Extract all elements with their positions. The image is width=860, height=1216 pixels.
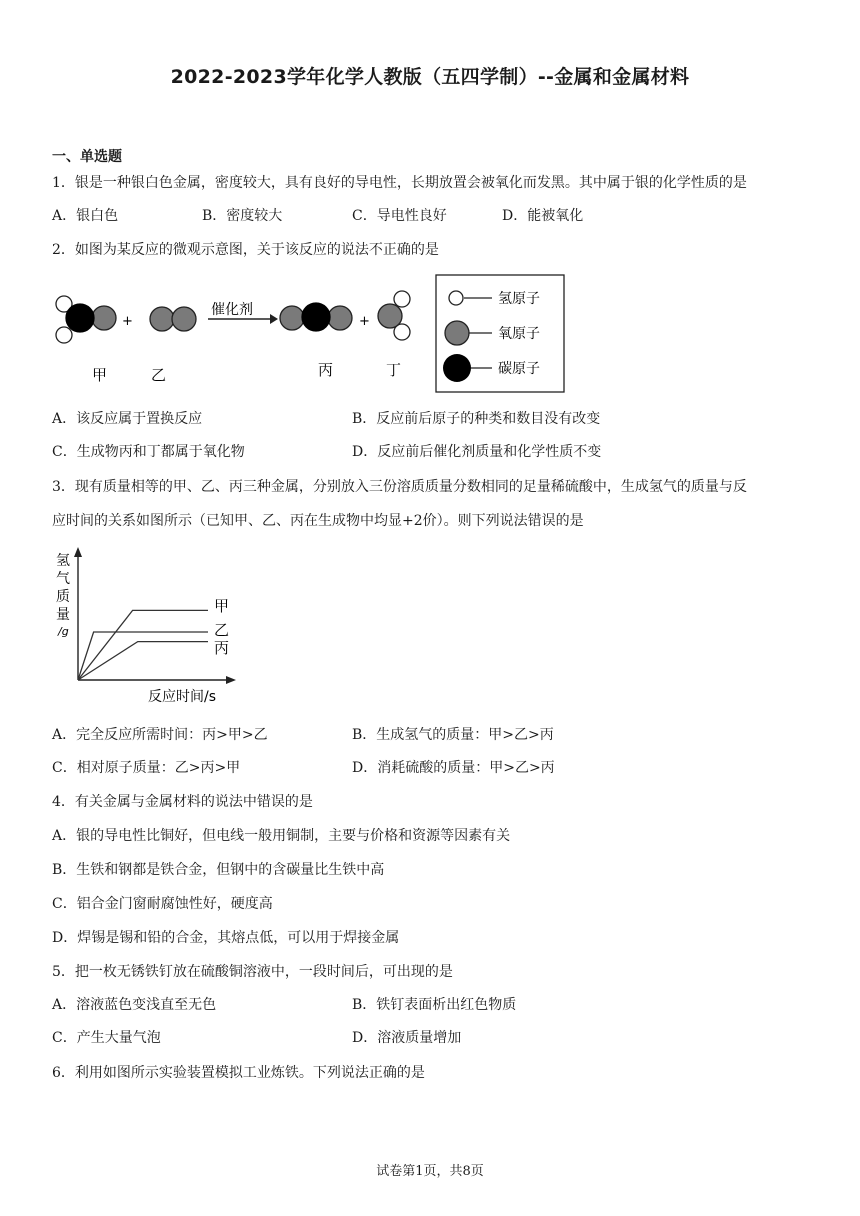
q4-option-c: C．铝合金门窗耐腐蚀性好，硬度高: [52, 896, 273, 912]
y-axis-label-char: 氢: [56, 553, 70, 569]
x-axis-label: 反应时间/s: [148, 689, 217, 705]
atom-legend: [436, 275, 564, 392]
q1-option-c: C．导电性良好: [352, 208, 447, 224]
molecule-bing: [280, 303, 352, 331]
legend-carbon: 碳原子: [498, 361, 540, 377]
legend-hydrogen-swatch: [449, 291, 463, 305]
y-axis-label-char: 量: [56, 607, 70, 623]
q5-option-b: B．铁钉表面析出红色物质: [352, 997, 517, 1013]
q5-option-a: A．溶液蓝色变浅直至无色: [52, 997, 217, 1013]
reaction-diagram: [48, 272, 568, 396]
q1-stem: 1．银是一种银白色金属，密度较大，具有良好的导电性，长期放置会被氧化而发黑。其中属于银的化学性质的是: [52, 175, 747, 191]
q3-option-d: D．消耗硫酸的质量：甲>乙>丙: [352, 760, 555, 776]
q3-stem-line1: 3．现有质量相等的甲、乙、丙三种金属，分别放入三份溶质质量分数相同的足量稀硫酸中，生成氢气的质量与反: [52, 479, 747, 495]
q1-option-d: D．能被氧化: [502, 208, 584, 224]
plus-sign-2: +: [359, 314, 370, 329]
q2-option-a: A．该反应属于置换反应: [52, 411, 203, 427]
molecule-jia: [56, 296, 116, 343]
catalyst-label: 催化剂: [211, 302, 253, 318]
q6-stem: 6．利用如图所示实验装置模拟工业炼铁。下列说法正确的是: [52, 1065, 425, 1081]
x-axis-arrow: [226, 676, 236, 684]
hydrogen-mass-chart: [48, 545, 248, 710]
q4-option-d: D．焊锡是锡和铅的合金，其熔点低，可以用于焊接金属: [52, 930, 400, 946]
legend-oxygen: 氧原子: [498, 326, 540, 342]
y-axis-arrow: [74, 547, 82, 557]
plus-sign-1: +: [122, 314, 133, 329]
molecule-yi: [150, 307, 196, 331]
y-axis-label-char: /g: [58, 625, 69, 638]
q5-option-d: D．溶液质量增加: [352, 1030, 462, 1046]
reaction-arrow-head: [270, 314, 278, 324]
page-title: 2022-2023学年化学人教版（五四学制）--金属和金属材料: [170, 66, 690, 88]
q3-stem-line2: 应时间的关系如图所示（已知甲、乙、丙在生成物中均显+2价）。则下列说法错误的是: [52, 513, 584, 529]
q4-option-a: A．银的导电性比铜好，但电线一般用铜制，主要与价格和资源等因素有关: [52, 828, 511, 844]
q2-option-d: D．反应前后催化剂质量和化学性质不变: [352, 444, 602, 460]
label-yi: 乙: [151, 366, 167, 384]
series-line-1: [78, 610, 208, 680]
q1-option-b: B．密度较大: [202, 208, 283, 224]
q2-option-c: C．生成物丙和丁都属于氧化物: [52, 444, 245, 460]
q2-stem: 2．如图为某反应的微观示意图，关于该反应的说法不正确的是: [52, 242, 439, 258]
section-heading: 一、单选题: [52, 149, 122, 165]
q4-option-b: B．生铁和钢都是铁合金，但钢中的含碳量比生铁中高: [52, 862, 385, 878]
series-line-3: [78, 642, 208, 680]
q3-option-a: A．完全反应所需时间：丙>甲>乙: [52, 727, 268, 743]
label-jia: 甲: [92, 366, 108, 384]
q4-stem: 4．有关金属与金属材料的说法中错误的是: [52, 794, 313, 810]
q3-option-c: C．相对原子质量：乙>丙>甲: [52, 760, 241, 776]
y-axis-label-char: 质: [56, 589, 70, 605]
label-bing: 丙: [318, 361, 334, 379]
series-label-2: 乙: [214, 621, 230, 639]
series-label-3: 丙: [214, 639, 230, 657]
y-axis-label-char: 气: [56, 571, 70, 587]
legend-hydrogen: 氢原子: [498, 291, 540, 307]
q1-option-a: A．银白色: [52, 208, 119, 224]
q5-option-c: C．产生大量气泡: [52, 1030, 161, 1046]
legend-oxygen-swatch: [445, 321, 469, 345]
q2-option-b: B．反应前后原子的种类和数目没有改变: [352, 411, 601, 427]
series-label-1: 甲: [214, 597, 230, 615]
q3-option-b: B．生成氢气的质量：甲>乙>丙: [352, 727, 554, 743]
label-ding: 丁: [386, 361, 402, 379]
q5-stem: 5．把一枚无锈铁钉放在硫酸铜溶液中，一段时间后，可出现的是: [52, 964, 453, 980]
page-footer: 试卷第1页，共8页: [376, 1164, 484, 1179]
legend-carbon-swatch: [443, 354, 471, 382]
molecule-ding: [378, 291, 410, 340]
